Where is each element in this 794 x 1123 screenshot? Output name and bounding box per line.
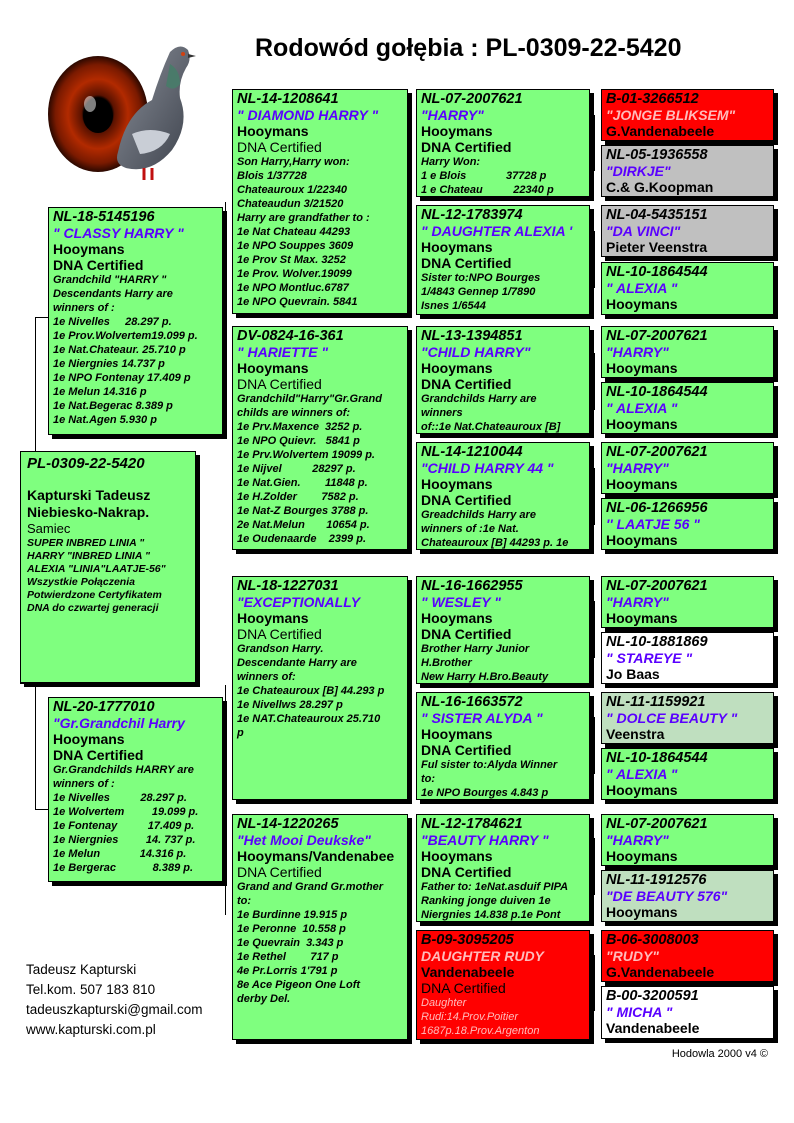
connector-line [409,630,410,745]
dna-status: DNA Certified [421,980,506,996]
dna-status: DNA Certified [421,139,512,155]
owner-name: Hooymans [421,123,493,139]
pigeon-name: "DIRKJE" [606,163,671,179]
connector-line [20,683,35,684]
connector-line [594,468,595,525]
ring-number: NL-10-1881869 [606,634,708,650]
g4-card [601,498,774,550]
g4-card [601,930,774,982]
ring-number: DV-0824-16-361 [237,328,344,344]
ring-number: NL-14-1220265 [237,816,339,832]
owner-name: Hooymans [421,360,493,376]
sire-card [48,207,223,435]
pigeon-notes: Brother Harry Junior H.Brother New Harry H.Bro.Beauty [421,643,549,683]
dam-dam-card [232,814,408,1040]
pigeon-eye-logo [40,34,198,186]
pigeon-name: " DOLCE BEAUTY " [606,710,738,726]
pigeon-name: "DE BEAUTY 576" [606,888,728,904]
ring-number: NL-11-1912576 [606,872,707,888]
connector-line [409,380,410,496]
pigeon-notes: Father to: 1eNat.asduif PIPA Ranking jonge duiven 1e Niergnies 14.838 p.1e Pont [421,881,569,921]
ring-number: B-06-3008003 [606,932,699,948]
pigeon-notes: Grandson Harry. Descendante Harry are winners of: 1e Chateauroux [B] 44.293 p 1e Nivellws 28.297 p 1e NAT.Chateauroux 25.710 p [237,643,385,739]
connector-line [409,149,410,264]
g4-card [601,205,774,257]
dna-status: DNA Certified [421,376,512,392]
owner-name: Hooymans/Vandenabee [237,848,395,864]
connector-line [594,601,595,658]
pigeon-notes: Grand and Grand Gr.mother to: 1e Burdinne 19.915 p 1e Peronne 10.558 p 1e Quevrain 3.343 p 1e Rethel 717 p 4e Pr.Lorris 1'791 p 8e Ace Pigeon One Loft derby Del. [237,881,384,1005]
owner-name: Hooymans [237,360,309,376]
pigeon-name: " ALEXIA " [606,400,678,416]
contact-email[interactable]: tadeuszkapturski@gmail.com [26,1002,203,1017]
g4-card [601,326,774,378]
pigeon-notes: Harry Won: 1 e Blois 37728 p 1 e Chateau 22340 p [421,156,554,196]
pigeon-sex: Samiec [27,521,71,536]
owner-name: Vandenabeele [606,1020,700,1036]
g3-card [416,692,590,800]
contact-name: Tadeusz Kapturski [26,962,137,977]
pigeon-notes: Sister to:NPO Bourges 1/4843 Gennep 1/7890 Isnes 1/6544 [421,272,541,312]
ring-number: NL-06-1266956 [606,500,708,516]
ring-number: NL-07-2007621 [606,328,708,344]
connector-line [35,809,48,810]
dna-status: DNA Certified [237,376,322,392]
pigeon-name: " ALEXIA " [606,280,678,296]
dna-status: DNA Certified [237,864,322,880]
ring-number: NL-10-1864544 [606,750,708,766]
pigeon-name: "CHILD HARRY 44 " [421,460,554,476]
sire-sire-card [232,89,408,314]
owner-name: C.& G.Koopman [606,179,714,195]
owner-name: Kapturski Tadeusz [27,487,151,503]
owner-name: Vandenabeele [421,964,515,980]
pigeon-color: Niebiesko-Nakrap. [27,504,150,520]
owner-name: Hooymans [53,241,125,257]
pigeon-notes: Daughter Rudi:14.Prov.Poitier 1687p.18.Prov.Argenton [421,997,540,1037]
dna-status: DNA Certified [53,257,144,273]
ring-number: B-09-3095205 [421,932,514,948]
ring-number: NL-16-1662955 [421,578,523,594]
owner-name: Hooymans [606,532,678,548]
dna-status: DNA Certified [421,255,512,271]
ring-number: NL-14-1210044 [421,444,523,460]
pigeon-name: " WESLEY " [421,594,501,610]
pigeon-name: "Gr.Grandchil Harry [53,715,185,731]
pigeon-name: "HARRY" [606,594,669,610]
connector-line [594,231,595,288]
connector-line [225,685,226,915]
connector-line [225,202,226,435]
owner-name: Veenstra [606,726,665,742]
owner-name: Pieter Veenstra [606,239,708,255]
owner-name: Hooymans [606,782,678,798]
ring-number: NL-12-1783974 [421,207,523,223]
ring-number: NL-07-2007621 [421,91,523,107]
g4-card [601,262,774,315]
main-pigeon-card [20,451,196,683]
g4-card [601,870,774,922]
g4-card [601,986,774,1039]
ring-number: NL-10-1864544 [606,264,708,280]
ring-number: NL-11-1159921 [606,694,706,710]
ring-number: NL-04-5435151 [606,207,708,223]
ring-number: NL-12-1784621 [421,816,523,832]
g3-card [416,326,590,434]
dam-card [48,697,223,882]
dna-status: DNA Certified [237,139,322,155]
owner-name: Hooymans [606,360,678,376]
pigeon-name: "HARRY" [606,832,669,848]
g3-card [416,205,590,315]
contact-phone: Tel.kom. 507 183 810 [26,982,156,997]
dna-status: DNA Certified [421,864,512,880]
owner-name: Hooymans [606,848,678,864]
pigeon-name: "HARRY" [606,344,669,360]
g4-card [601,145,774,197]
g4-card [601,89,774,141]
pigeon-notes: Grandchilds Harry are winners of::1e Nat.Chateauroux [B] [421,393,561,433]
g4-card [601,382,774,434]
pigeon-name: " SISTER ALYDA " [421,710,543,726]
pigeon-name: " DAUGHTER ALEXIA ' [421,223,573,239]
pigeon-name: " CLASSY HARRY " [53,225,184,241]
ring-number: NL-16-1663572 [421,694,523,710]
pigeon-name: "RUDY" [606,948,659,964]
owner-name: G.Vandenabeele [606,123,715,139]
owner-name: Hooymans [421,610,493,626]
ring-number: B-01-3266512 [606,91,699,107]
owner-name: Hooymans [606,610,678,626]
page-title: Rodowód gołębia : PL-0309-22-5420 [255,34,682,62]
connector-line [594,955,595,1011]
connector-line [594,717,595,774]
dna-status: DNA Certified [421,742,512,758]
ring-number: NL-18-1227031 [237,578,339,594]
pigeon-name: "DA VINCI" [606,223,681,239]
g4-card [601,748,774,800]
owner-name: Hooymans [421,848,493,864]
footer-credit: Hodowla 2000 v4 © [671,1048,768,1060]
pigeon-name: '' LAATJE 56 " [606,516,700,532]
ring-number: NL-07-2007621 [606,816,708,832]
connector-line [409,865,410,981]
dna-status: DNA Certified [421,626,512,642]
owner-name: Hooymans [606,416,678,432]
owner-name: Hooymans [606,476,678,492]
pigeon-notes: Ful sister to:Alyda Winner to: 1e NPO Bourges 4.843 p [421,759,558,799]
ring-number: NL-07-2007621 [606,444,708,460]
ring-number: NL-20-1777010 [53,699,155,715]
owner-name: Hooymans [237,123,309,139]
ring-number: NL-05-1936558 [606,147,708,163]
owner-name: G.Vandenabeele [606,964,715,980]
connector-line [594,838,595,895]
owner-name: Jo Baas [606,666,660,682]
pigeon-name: " HARIETTE " [237,344,329,360]
contact-website[interactable]: www.kapturski.com.pl [26,1022,156,1037]
connector-line [594,353,595,410]
owner-name: Hooymans [606,296,678,312]
g3-card [416,814,590,922]
ring-number: NL-18-5145196 [53,209,155,225]
g4-card [601,814,774,866]
dna-status: DNA Certified [237,626,322,642]
dna-status: DNA Certified [53,747,144,763]
owner-name: Hooymans [606,904,678,920]
g3-card [416,576,590,684]
pigeon-name: " MICHA " [606,1004,673,1020]
pigeon-notes: Grandchild"Harry"Gr.Grand childs are winners of: 1e Prv.Maxence 3252 p. 1e NPO Quievr. 5841 p 1e Prv.Wolvertem 19099 p. 1e Nijvel 28297 p. 1e Nat.Gien. 11848 p. 1e H.Zolder 7582 p. 1e Nat-Z Bourges 3788 p. 2e Nat.Melun 10654 p. 1e Oudenaarde 2399 p. [237,393,382,545]
pigeon-name: "BEAUTY HARRY " [421,832,549,848]
ring-number: NL-07-2007621 [606,578,708,594]
pigeon-name: "CHILD HARRY" [421,344,531,360]
contact-block [26,960,203,1040]
g3-card [416,89,590,197]
pigeon-notes: SUPER INBRED LINIA " HARRY "INBRED LINIA " ALEXIA "LINIA"LAATJE-56" Wszystkie Połączenia Potwierdzone Certyfikatem DNA do czwartej generacji [27,537,166,614]
g4-card [601,576,774,628]
pigeon-notes: Son Harry,Harry won: Blois 1/37728 Chateauroux 1/22340 Chateaudun 3/21520 Harry are grandfather to : 1e Nat Chateau 44293 1e NPO Souppes 3609 1e Prov St Max. 3252 1e Prov. Wolver.19099 1e NPO Montluc.6787 1e NPO Quevrain. 5841 [237,156,370,308]
pigeon-name: "EXCEPTIONALLY [237,594,361,610]
owner-name: Hooymans [421,726,493,742]
connector-line [35,317,48,318]
ring-number: NL-14-1208641 [237,91,339,107]
pigeon-notes: Grandchild "HARRY " Descendants Harry are winners of : 1e Nivelles 28.297 p. 1e Prov.Wolvertem19.099 p. 1e Nat.Chateaur. 25.710 p 1e Niergnies 14.737 p 1e NPO Fontenay 17.409 p 1e Melun 14.316 p 1e Nat.Begerac 8.389 p 1e Nat.Agen 5.930 p [53,274,198,426]
pigeon-name: DAUGHTER RUDY [421,948,544,964]
ring-number: NL-13-1394851 [421,328,523,344]
dam-sire-card [232,576,408,800]
ring-number: NL-10-1864544 [606,384,708,400]
g4-card [601,632,774,684]
connector-line [594,115,595,171]
owner-name: Hooymans [53,731,125,747]
pigeon-name: " DIAMOND HARRY " [237,107,379,123]
dna-status: DNA Certified [421,492,512,508]
ring-number: PL-0309-22-5420 [27,455,145,472]
ring-number: B-00-3200591 [606,988,699,1004]
owner-name: Hooymans [421,239,493,255]
pigeon-name: "HARRY" [421,107,484,123]
pigeon-name: " ALEXIA " [606,766,678,782]
pigeon-notes: Greadchilds Harry are winners of :1e Nat. Chateauroux [B] 44293 p. 1e [421,509,569,549]
pigeon-name: "HARRY" [606,460,669,476]
g3-card [416,930,590,1040]
pigeon-notes: Gr.Grandchilds HARRY are winners of : 1e Nivelles 28.297 p. 1e Wolvertem 19.099 p. 1e Fontenay 17.409 p. 1e Niergnies 14. 737 p. 1e Melun 14.316 p. 1e Bergerac 8.389 p. [53,764,199,874]
g3-card [416,442,590,550]
pigeon-name: "Het Mooi Deukske" [237,832,371,848]
owner-name: Hooymans [237,610,309,626]
pigeon-name: "JONGE BLIKSEM" [606,107,736,123]
sire-dam-card [232,326,408,550]
owner-name: Hooymans [421,476,493,492]
g4-card [601,692,774,744]
pigeon-name: " STAREYE " [606,650,693,666]
g4-card [601,442,774,494]
